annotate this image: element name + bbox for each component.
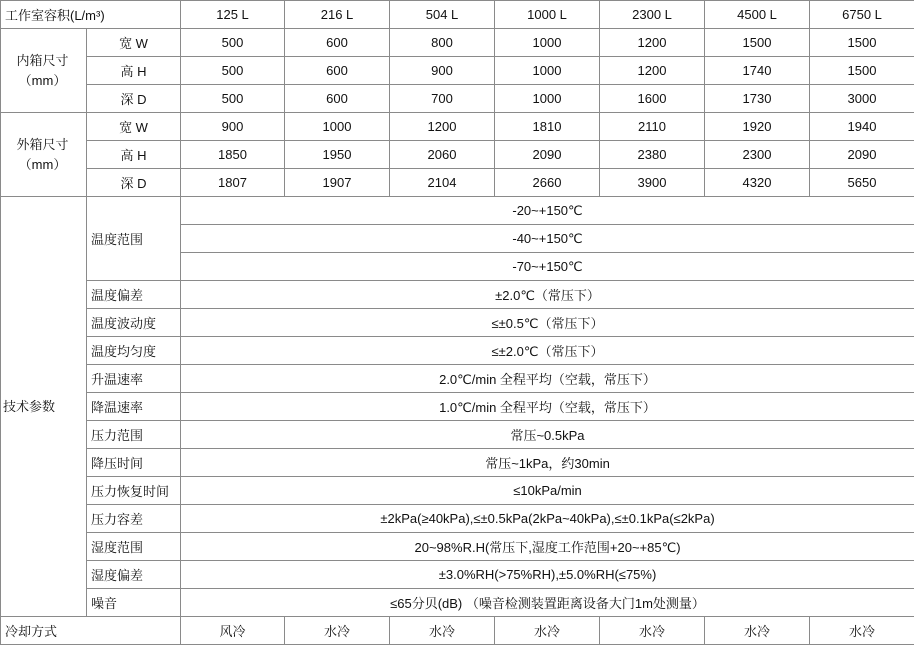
row-label: 高 H: [87, 57, 181, 85]
value-cell: ±3.0%RH(>75%RH),±5.0%RH(≤75%): [181, 561, 914, 589]
value-cell: 2104: [390, 169, 495, 197]
row-label: 降压时间: [87, 449, 181, 477]
value-cell: ±2kPa(≥40kPa),≤±0.5kPa(2kPa~40kPa),≤±0.1kPa(≤2kPa): [181, 505, 914, 533]
value-cell: ≤10kPa/min: [181, 477, 914, 505]
value-cell: 水冷: [285, 617, 390, 645]
value-cell: -40~+150℃: [181, 225, 914, 253]
value-cell: 水冷: [810, 617, 914, 645]
volume-header-label: 工作室容积(L/m³): [1, 1, 181, 29]
value-cell: 1200: [390, 113, 495, 141]
value-cell: 2110: [600, 113, 705, 141]
table-row: [1, 169, 914, 197]
row-label: 压力范围: [87, 421, 181, 449]
value-cell: 2060: [390, 141, 495, 169]
value-cell: 1730: [705, 85, 810, 113]
value-cell: ≤65分贝(dB) （噪音检测装置距离设备大门1m处测量）: [181, 589, 914, 617]
value-cell: 水冷: [600, 617, 705, 645]
table-row: [1, 533, 914, 561]
value-cell: 1920: [705, 113, 810, 141]
value-cell: -20~+150℃: [181, 197, 914, 225]
value-cell: 1950: [285, 141, 390, 169]
volume-cell: 504 L: [390, 1, 495, 29]
volume-cell: 4500 L: [705, 1, 810, 29]
value-cell: 1500: [705, 29, 810, 57]
value-cell: 500: [181, 85, 285, 113]
group-unit: （mm）: [3, 71, 82, 91]
value-cell: 1000: [495, 57, 600, 85]
value-cell: 600: [285, 57, 390, 85]
table-row: [1, 281, 914, 309]
value-cell: 3000: [810, 85, 914, 113]
value-cell: 1500: [810, 57, 914, 85]
value-cell: -70~+150℃: [181, 253, 914, 281]
row-label: 温度偏差: [87, 281, 181, 309]
value-cell: 700: [390, 85, 495, 113]
row-label: 温度范围: [87, 197, 181, 281]
row-label: 降温速率: [87, 393, 181, 421]
value-cell: 1810: [495, 113, 600, 141]
table-row: [1, 337, 914, 365]
value-cell: 4320: [705, 169, 810, 197]
value-cell: 1600: [600, 85, 705, 113]
row-label: 压力恢复时间: [87, 477, 181, 505]
table-row: [1, 449, 914, 477]
value-cell: 5650: [810, 169, 914, 197]
table-row: [1, 57, 914, 85]
table-row: [1, 421, 914, 449]
row-label: 湿度偏差: [87, 561, 181, 589]
row-label: 深 D: [87, 85, 181, 113]
volume-cell: 2300 L: [600, 1, 705, 29]
value-cell: 常压~0.5kPa: [181, 421, 914, 449]
value-cell: 600: [285, 85, 390, 113]
table-row: [1, 365, 914, 393]
value-cell: 2300: [705, 141, 810, 169]
value-cell: 1000: [495, 85, 600, 113]
value-cell: 2660: [495, 169, 600, 197]
row-label: 温度波动度: [87, 309, 181, 337]
value-cell: 风冷: [181, 617, 285, 645]
value-cell: 900: [390, 57, 495, 85]
value-cell: 600: [285, 29, 390, 57]
inner-dimensions-group: [1, 29, 87, 113]
value-cell: 1907: [285, 169, 390, 197]
table-row: [1, 29, 914, 57]
volume-cell: 1000 L: [495, 1, 600, 29]
row-label: 压力容差: [87, 505, 181, 533]
value-cell: 1.0℃/min 全程平均（空载，常压下）: [181, 393, 914, 421]
header-row: [1, 1, 914, 29]
row-label: 宽 W: [87, 29, 181, 57]
value-cell: 1807: [181, 169, 285, 197]
row-label: 升温速率: [87, 365, 181, 393]
row-label: 高 H: [87, 141, 181, 169]
cooling-label: 冷却方式: [1, 617, 181, 645]
value-cell: 1850: [181, 141, 285, 169]
value-cell: 1000: [285, 113, 390, 141]
row-label: 湿度范围: [87, 533, 181, 561]
tech-params-group: 技术参数: [1, 197, 87, 617]
value-cell: 1740: [705, 57, 810, 85]
table-row: [1, 505, 914, 533]
value-cell: 水冷: [705, 617, 810, 645]
group-label: 外箱尺寸: [3, 135, 82, 155]
row-label: 深 D: [87, 169, 181, 197]
group-label: 内箱尺寸: [3, 51, 82, 71]
value-cell: 水冷: [390, 617, 495, 645]
table-row: [1, 477, 914, 505]
value-cell: 1200: [600, 57, 705, 85]
table-row: [1, 197, 914, 225]
value-cell: ≤±2.0℃（常压下）: [181, 337, 914, 365]
table-row: [1, 113, 914, 141]
value-cell: 水冷: [495, 617, 600, 645]
outer-dimensions-group: [1, 113, 87, 197]
value-cell: 800: [390, 29, 495, 57]
value-cell: 20~98%R.H(常压下,湿度工作范围+20~+85℃): [181, 533, 914, 561]
group-unit: （mm）: [3, 155, 82, 175]
value-cell: 2090: [495, 141, 600, 169]
table-row: [1, 141, 914, 169]
volume-cell: 125 L: [181, 1, 285, 29]
value-cell: 1200: [600, 29, 705, 57]
value-cell: 1000: [495, 29, 600, 57]
row-label: 温度均匀度: [87, 337, 181, 365]
value-cell: 900: [181, 113, 285, 141]
table-row: [1, 561, 914, 589]
value-cell: 2090: [810, 141, 914, 169]
volume-cell: 6750 L: [810, 1, 914, 29]
table-row: [1, 617, 914, 645]
value-cell: 3900: [600, 169, 705, 197]
table-row: [1, 85, 914, 113]
value-cell: 500: [181, 29, 285, 57]
row-label: 宽 W: [87, 113, 181, 141]
row-label: 噪音: [87, 589, 181, 617]
volume-cell: 216 L: [285, 1, 390, 29]
value-cell: 1500: [810, 29, 914, 57]
value-cell: 2.0℃/min 全程平均（空载，常压下）: [181, 365, 914, 393]
value-cell: ±2.0℃（常压下）: [181, 281, 914, 309]
value-cell: 常压~1kPa，约30min: [181, 449, 914, 477]
value-cell: 500: [181, 57, 285, 85]
table-row: [1, 589, 914, 617]
table-row: [1, 393, 914, 421]
value-cell: 2380: [600, 141, 705, 169]
table-row: [1, 309, 914, 337]
value-cell: ≤±0.5℃（常压下）: [181, 309, 914, 337]
value-cell: 1940: [810, 113, 914, 141]
